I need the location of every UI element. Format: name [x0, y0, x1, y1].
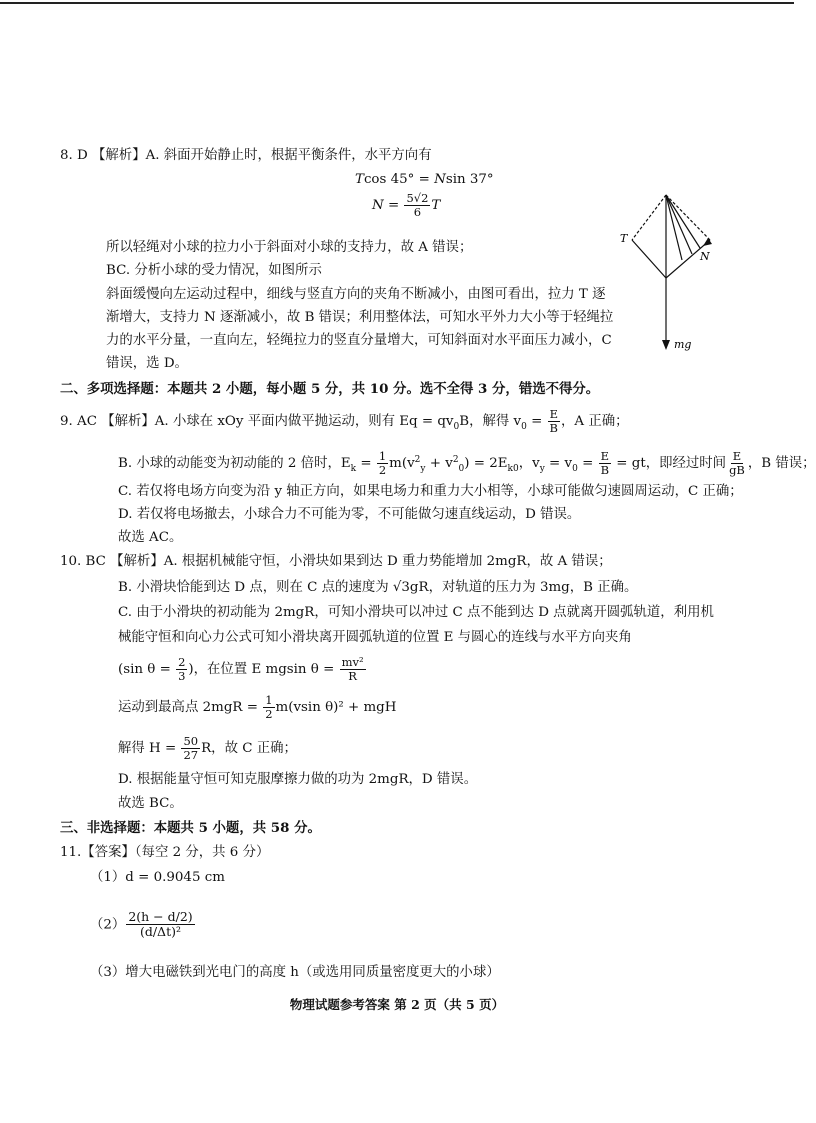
q10-l7b: R，故 C 正确；: [201, 741, 297, 757]
q8-line-7: 错误，选 D。: [106, 356, 188, 371]
q10-l7-frac: [181, 735, 200, 762]
q10-line-8: D. 根据能量守恒可知克服摩擦力做的功为 2mgR，D 错误。: [118, 772, 478, 787]
q10-l5-mv-den: R: [348, 669, 357, 684]
q11-l3-prefix: （2）: [90, 917, 126, 933]
q10-l7-num: 50: [183, 734, 199, 748]
force-diagram: [612, 190, 722, 360]
q9-l2-eb: [599, 450, 611, 477]
diagram-dashed-right: [666, 195, 710, 240]
q10-l6-den: 2: [265, 707, 273, 722]
q8-eq2-left: N =: [372, 198, 404, 214]
diagram-ray-1: [666, 195, 682, 260]
q9-l1-fraction: [548, 408, 560, 435]
q11-line-3: [90, 910, 196, 940]
q8-line-6: 力的水平分量，一直向左，轻绳拉力的竖直分量增大，可知斜面对水平面压力减小，C: [106, 333, 612, 348]
q10-l5b: ，在位置 E mgsin θ =: [193, 662, 339, 678]
q10-line-7: [118, 735, 297, 762]
q11-line-4: （3）增大电磁铁到光电门的高度 h（或选用同质量密度更大的小球）: [90, 965, 500, 980]
q8-line-2: 所以轻绳对小球的拉力小于斜面对小球的支持力，故 A 错误；: [106, 240, 473, 255]
q9-l2-t-num: E: [732, 449, 742, 463]
q11-l3-bottom: (d/Δt)²: [139, 924, 181, 940]
q9-l2-time: [727, 450, 747, 477]
q9-l2-t-den: gB: [729, 463, 745, 478]
q8-line-4: 斜面缓慢向左运动过程中，细线与竖直方向的夹角不断减小，由图可看出，拉力 T 逐: [106, 287, 606, 302]
q9-l2d: ) = 2E: [464, 456, 508, 472]
q8-eq2-num: 5√2: [406, 191, 429, 205]
section-3-heading: 三、非选择题：本题共 5 小题，共 58 分。: [60, 820, 321, 836]
q9-l2g: =: [577, 456, 598, 472]
q8-eq2-den: 6: [413, 205, 422, 220]
q8-line-3: BC. 分析小球的受力情况，如图所示: [106, 263, 322, 278]
diagram-dashed-left: [632, 195, 666, 240]
q8-eq2-fraction: [404, 192, 430, 219]
q11-l3-top: 2(h − d/2): [128, 909, 193, 924]
q10-l5-mv-num: mv²: [341, 655, 364, 669]
q10-l5-den: 3: [178, 669, 186, 684]
q10-l7-den: 27: [183, 748, 199, 763]
q9-l2-half-den: 2: [378, 463, 387, 478]
q9-l2-eb-num: E: [600, 449, 609, 463]
q9-line-4: D. 若仅将电场撤去，小球合力不可能为零，不可能做匀速直线运动，D 错误。: [118, 507, 581, 522]
q10-l5a: sin θ =: [123, 662, 176, 678]
q9-l1-num: E: [549, 407, 558, 421]
q9-line-1: 9. AC 【解析】A. 小球在 xOy 平面内做平抛运动，则有 $Eq = qv_0B$，解得 $v_0$ = $\frac{E}{B}$ ，A 正确；: [60, 407, 629, 436]
q10-l6b: m(vsin θ)² + mgH: [275, 700, 397, 716]
q9-l1-den: B: [549, 421, 558, 436]
q10-line-2: B. 小滑块恰能到达 D 点，则在 C 点的速度为 √3gR，对轨道的压力为 3mg，B 正确。: [118, 580, 638, 595]
q11-line-2: （1）d = 0.9045 cm: [90, 870, 225, 885]
q9-l1a: 9. AC 【解析】A. 小球在 xOy 平面内做平抛运动，则有 Eq = qv: [60, 414, 454, 430]
q9-l2f: = v: [544, 456, 573, 472]
q10-l6a: 运动到最高点 2mgR =: [118, 700, 263, 716]
diagram-label-N: N: [700, 250, 710, 263]
q10-line-5: (sin θ = $\frac{2}{3}$ )，在位置 E mgsin θ = $\frac{\text{mv²}}{R}$: [118, 655, 364, 684]
q10-line-3: C. 由于小滑块的初动能为 2mgR，可知小滑块可以冲过 C 点不能到达 D 点就离开圆弧轨道，利用机: [118, 605, 714, 620]
q10-l5-mv-frac: [340, 656, 366, 683]
diagram-label-mg: mg: [674, 338, 692, 351]
page-footer: 物理试题参考答案 第 2 页（共 5 页）: [289, 997, 505, 1012]
diagram-ray-2: [666, 195, 692, 254]
q11-l3-fraction: [126, 910, 194, 940]
q9-l2h: = gt，即经过时间: [612, 456, 727, 472]
q9-l2i: ，B 错误；: [747, 456, 816, 472]
q9-l2a: B. 小球的动能变为初动能的 2 倍时，E: [118, 456, 351, 472]
q8-eq1-N: N: [434, 172, 446, 187]
q10-line-1: 10. BC 【解析】A. 根据机械能守恒，小滑块如果到达 D 重力势能增加 2mgR，故 A 错误；: [60, 554, 612, 569]
q9-l1c: ，A 正确；: [561, 414, 629, 430]
q8-eq2-right: T: [431, 198, 441, 214]
q9-l2b: m(v: [389, 456, 415, 472]
q9-l2-half: [377, 450, 388, 477]
q9-l2c: + v: [425, 456, 453, 472]
q10-l7a: 解得 H =: [118, 741, 181, 757]
q9-l2-half-num: 1: [378, 449, 387, 463]
diagram-label-T: T: [620, 232, 628, 245]
top-rule: [0, 2, 794, 4]
q9-l2e: ，v: [518, 456, 540, 472]
q9-line-5: 故选 AC。: [118, 530, 183, 545]
q10-l5-num: 2: [178, 655, 186, 669]
q8-line-1: 8. D 【解析】A. 斜面开始静止时，根据平衡条件，水平方向有: [60, 148, 432, 163]
q9-line-2: B. 小球的动能变为初动能的 2 倍时，$E_k$ = $\frac{1}{2}$ $m(v^2_y + v^2_0) = 2E_{k0}$，$v_y = v_0$ = $\frac{E}{B}$ = gt，即经过时间 $\frac{E}{gB}$ ，B 错误；: [118, 449, 816, 478]
diagram-normal-arrowhead: [703, 238, 712, 246]
q10-line-6: [118, 694, 396, 721]
q9-line-3: C. 若仅将电场方向变为沿 y 轴正方向，如果电场力和重力大小相等，小球可能做匀速圆周运动，C 正确；: [118, 484, 743, 499]
q8-eq1-mid: cos 45° =: [363, 172, 435, 187]
q10-line-9: 故选 BC。: [118, 796, 183, 811]
q10-l6-num: 1: [265, 693, 273, 707]
q8-line-5: 渐增大，支持力 N 逐渐减小，故 B 错误；利用整体法，可知水平外力大小等于轻绳拉: [106, 310, 614, 325]
q8-eq1-T: T: [355, 172, 364, 187]
diagram-ray-3: [666, 195, 700, 248]
diagram-tension-line: [632, 240, 666, 278]
q8-equation-2: [372, 192, 440, 219]
q9-l1b: B，解得 v: [459, 414, 522, 430]
q8-equation-1: [355, 172, 494, 188]
q10-l5-frac: [176, 656, 187, 683]
q8-eq1-right: sin 37°: [445, 172, 494, 187]
diagram-gravity-arrowhead: [662, 340, 670, 350]
section-2-heading: 二、多项选择题：本题共 2 小题，每小题 5 分，共 10 分。选不全得 3 分，错选不得分。: [60, 381, 600, 397]
q9-l2-eb-den: B: [600, 463, 610, 478]
q10-l6-frac: [263, 694, 274, 721]
q10-line-4: 械能守恒和向心力公式可知小滑块离开圆弧轨道的位置 E 与圆心的连线与水平方向夹角: [118, 630, 632, 645]
q11-line-1: 11.【答案】（每空 2 分，共 6 分）: [60, 845, 270, 860]
